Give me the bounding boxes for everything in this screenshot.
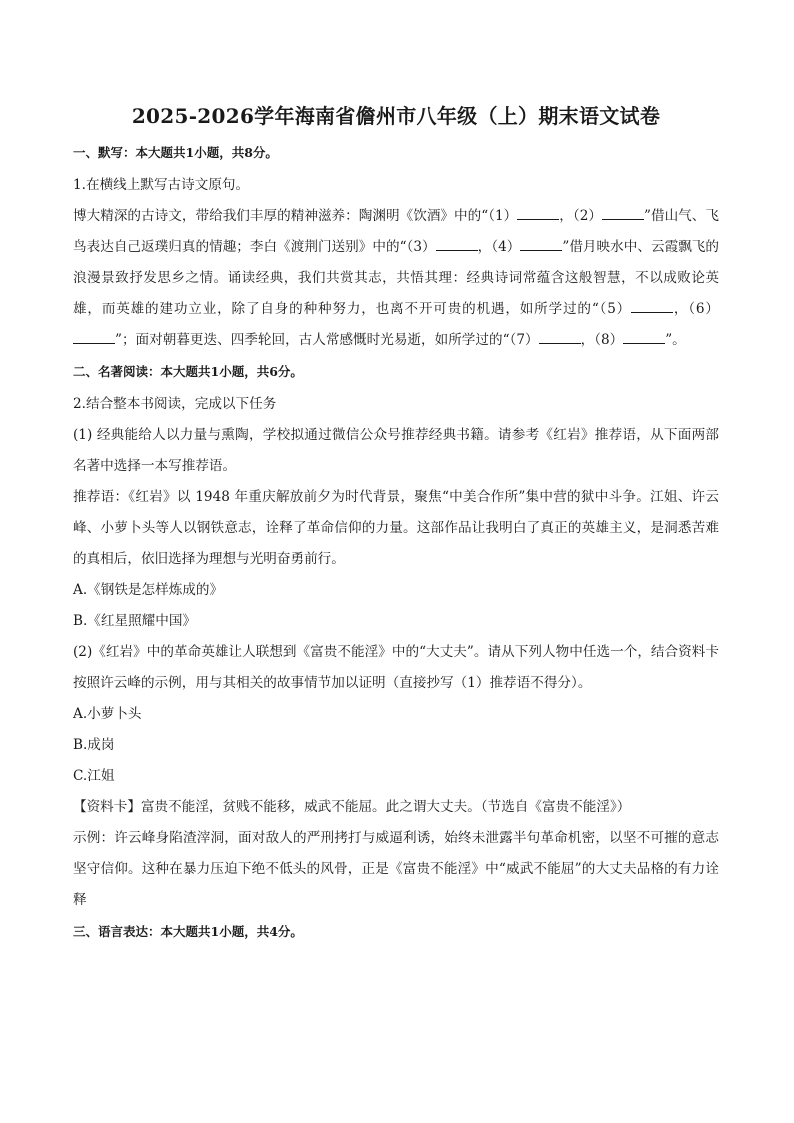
answer-blank-8[interactable] bbox=[623, 331, 665, 344]
text-segment: ”借山气、飞鸟表达自己返璞归真的情趣；李白《渡荆门送别》中的“（3） bbox=[73, 208, 719, 255]
question-2-prompt: 2.结合整本书阅读，完成以下任务 bbox=[73, 396, 277, 412]
text-segment: ，（4） bbox=[477, 239, 521, 255]
section-3-heading: 三、语言表达：本大题共1小题，共4分。 bbox=[73, 924, 303, 939]
answer-blank-4[interactable] bbox=[520, 238, 562, 251]
answer-blank-2[interactable] bbox=[602, 207, 644, 220]
question-1-body bbox=[73, 201, 719, 356]
text-segment: ”；面对朝暮更迭、四季轮回，古人常感慨时光易逝，如所学过的“（7） bbox=[115, 332, 539, 348]
character-option-a: A.小萝卜头 bbox=[73, 706, 142, 722]
answer-blank-6[interactable] bbox=[73, 331, 115, 344]
answer-blank-1[interactable] bbox=[517, 207, 559, 220]
question-1-prompt: 1.在横线上默写古诗文原句。 bbox=[73, 177, 250, 193]
text-segment: “（5） bbox=[591, 301, 632, 317]
answer-blank-3[interactable] bbox=[436, 238, 478, 251]
task-2-text: (2)《红岩》中的革命英雄让人联想到《富贵不能淫》中的“大丈夫”。请从下列人物中任选一个，结合资料卡按照许云峰的示例，用与其相关的故事情节加以证明（直接抄写（1）推荐语不得分）。 bbox=[73, 644, 719, 691]
task-1-text: (1) 经典能给人以力量与熏陶，学校拟通过微信公众号推荐经典书籍。请参考《红岩》推荐语，从下面两部名著中选择一本写推荐语。 bbox=[73, 427, 719, 474]
example-text: 示例：许云峰身陷渣滓洞，面对敌人的严刑拷打与威逼利诱，始终未泄露半句革命机密，以坚不可摧的意志坚守信仰。这种在暴力压迫下绝不低头的风骨，正是《富贵不能淫》中“威武不能屈”的大丈夫品格的有力诠释 bbox=[73, 830, 719, 908]
character-option-b: B.成岗 bbox=[73, 737, 115, 753]
page-title: 2025-2026学年海南省儋州市八年级（上）期末语文试卷 bbox=[131, 104, 661, 128]
text-segment: 博大精深的古诗文，带给我们丰厚的精神滋养：陶渊明《饮酒》中的“（1） bbox=[73, 208, 518, 224]
text-segment: ，（6） bbox=[673, 301, 719, 317]
section-1-heading: 一、默写：本大题共1小题，共8分。 bbox=[73, 145, 278, 160]
section-2-heading: 二、名著阅读：本大题共1小题，共6分。 bbox=[73, 364, 303, 379]
character-option-c: C.江姐 bbox=[73, 768, 115, 784]
answer-blank-5[interactable] bbox=[631, 300, 673, 313]
recommendation-text: 推荐语：《红岩》以 1948 年重庆解放前夕为时代背景，聚焦“中美合作所”集中营的狱中斗争。江姐、许云峰、小萝卜头等人以钢铁意志，诠释了革命信仰的力量。这部作品让我明白了真正的英雄主义，是洞悉苦难的真相后，依旧选择为理想与光明奋勇前行。 bbox=[73, 489, 719, 567]
option-b: B.《红星照耀中国》 bbox=[73, 613, 197, 629]
data-card-text: 【资料卡】富贵不能淫，贫贱不能移，威武不能屈。此之谓大丈夫。（节选自《富贵不能淫》） bbox=[73, 799, 631, 815]
text-segment: ”。 bbox=[665, 332, 686, 348]
option-a: A.《钢铁是怎样炼成的》 bbox=[73, 582, 224, 598]
answer-blank-7[interactable] bbox=[539, 331, 581, 344]
text-segment: ”借月映水中、云霞飘飞的浪漫景致抒发思乡之情。诵读经典，我们共赏其志，共悟其理：经典诗词常蕴含这般智慧，不以成败论英雄，而英雄的建功立业，除了自身的种种努力，也离不开可贵的机遇，如所学过的 bbox=[73, 239, 719, 317]
text-segment: ，（2） bbox=[559, 208, 602, 224]
text-segment: ，（8） bbox=[580, 332, 624, 348]
